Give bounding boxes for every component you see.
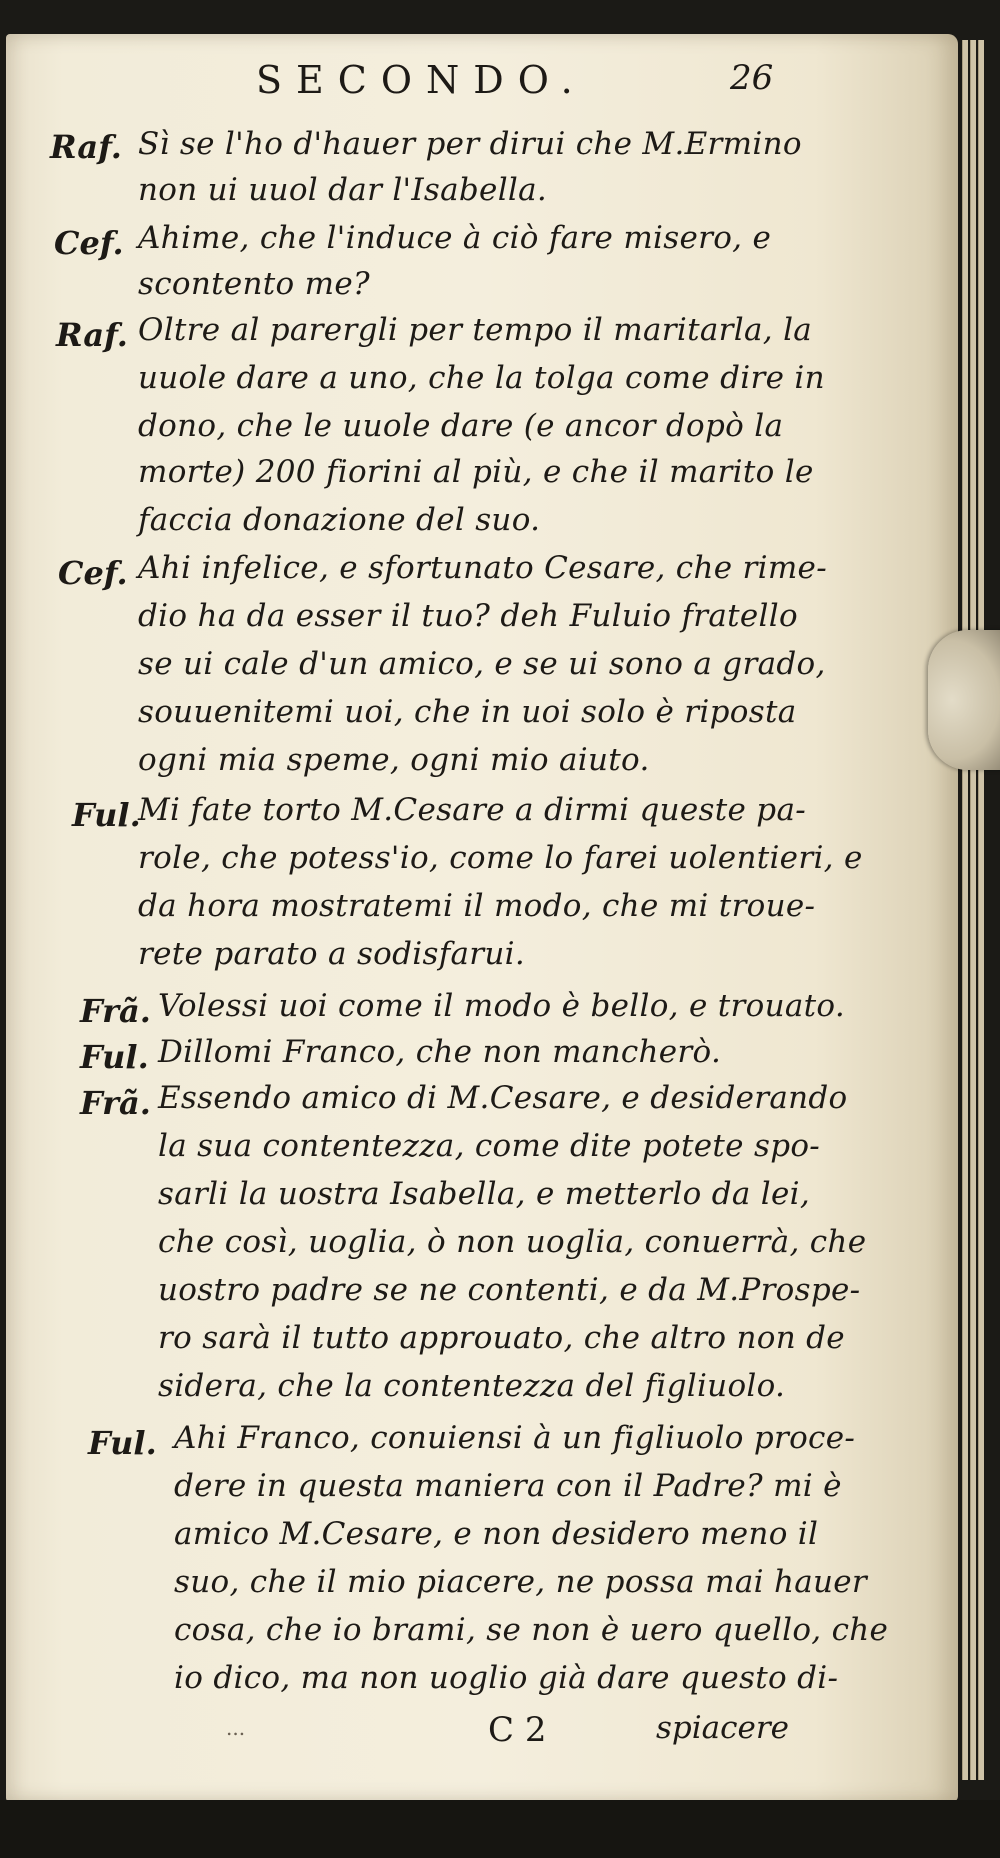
text-line: uostro padre se ne contenti, e da M.Prospe- <box>158 1272 861 1308</box>
speaker-label: Cef. <box>58 554 128 592</box>
speaker-label: Raf. <box>56 316 128 354</box>
text-line: dono, che le uuole dare (e ancor dopò la <box>138 408 784 444</box>
book-page <box>6 34 958 1802</box>
text-line: role, che potess'io, come lo farei uolentieri, e <box>138 840 863 876</box>
text-line: Ahime, che l'induce à ciò fare misero, e <box>138 220 772 256</box>
page-edge <box>970 40 976 1780</box>
page-edge <box>962 40 968 1780</box>
text-line: scontento me? <box>138 266 370 302</box>
text-line: Sì se l'ho d'hauer per dirui che M.Ermino <box>138 126 802 162</box>
text-line: Mi fate torto M.Cesare a dirmi queste pa- <box>138 792 807 828</box>
speaker-label: Raf. <box>50 128 122 166</box>
text-line: Ahi Franco, conuiensi à un figliuolo proce- <box>174 1420 856 1456</box>
text-line: souuenitemi uoi, che in uoi solo è riposta <box>138 694 797 730</box>
text-line: la sua contentezza, come dite potete spo- <box>158 1128 821 1164</box>
page-number: 26 <box>730 58 774 98</box>
text-line: io dico, ma non uoglio già dare questo di- <box>174 1660 839 1696</box>
text-line: Oltre al parergli per tempo il maritarla, la <box>138 312 813 348</box>
text-line: amico M.Cesare, e non desidero meno il <box>174 1516 819 1552</box>
speaker-label: Frã. <box>80 1084 151 1122</box>
text-line: non ui uuol dar l'Isabella. <box>138 172 548 208</box>
book-clasp <box>928 630 1000 770</box>
text-line: rete parato a sodisfarui. <box>138 936 526 972</box>
text-line: faccia donazione del suo. <box>138 502 541 538</box>
speaker-label: Frã. <box>80 992 151 1030</box>
text-line: morte) 200 fiorini al più, e che il marito le <box>138 454 814 490</box>
text-line: suo, che il mio piacere, ne possa mai hauer <box>174 1564 868 1600</box>
text-line: sarli la uostra Isabella, e metterlo da lei, <box>158 1176 810 1212</box>
marginal-marks: ... <box>226 1716 246 1740</box>
speaker-label: Ful. <box>88 1424 157 1462</box>
text-line: ogni mia speme, ogni mio aiuto. <box>138 742 650 778</box>
page-text <box>6 34 958 1802</box>
text-line: dere in questa maniera con il Padre? mi è <box>174 1468 842 1504</box>
running-title: SECONDO. <box>256 58 587 102</box>
text-line: Volessi uoi come il modo è bello, e trouato. <box>158 988 845 1024</box>
text-line: da hora mostratemi il modo, che mi troue- <box>138 888 816 924</box>
background-edge <box>0 1800 1000 1858</box>
speaker-label: Cef. <box>54 224 124 262</box>
signature-mark: C 2 <box>488 1710 547 1750</box>
speaker-label: Ful. <box>80 1038 149 1076</box>
catchword: spiacere <box>656 1710 790 1746</box>
text-line: uuole dare a uno, che la tolga come dire in <box>138 360 825 396</box>
text-line: ro sarà il tutto approuato, che altro non de <box>158 1320 845 1356</box>
text-line: dio ha da esser il tuo? deh Fuluio fratello <box>138 598 798 634</box>
text-line: Ahi infelice, e sfortunato Cesare, che rime- <box>138 550 827 586</box>
text-line: Dillomi Franco, che non mancherò. <box>158 1034 722 1070</box>
text-line: sidera, che la contentezza del figliuolo. <box>158 1368 786 1404</box>
page-edge <box>978 40 984 1780</box>
speaker-label: Ful. <box>72 796 141 834</box>
text-line: Essendo amico di M.Cesare, e desiderando <box>158 1080 848 1116</box>
text-line: che così, uoglia, ò non uoglia, conuerrà, che <box>158 1224 867 1260</box>
text-line: cosa, che io brami, se non è uero quello, che <box>174 1612 889 1648</box>
text-line: se ui cale d'un amico, e se ui sono a grado, <box>138 646 826 682</box>
